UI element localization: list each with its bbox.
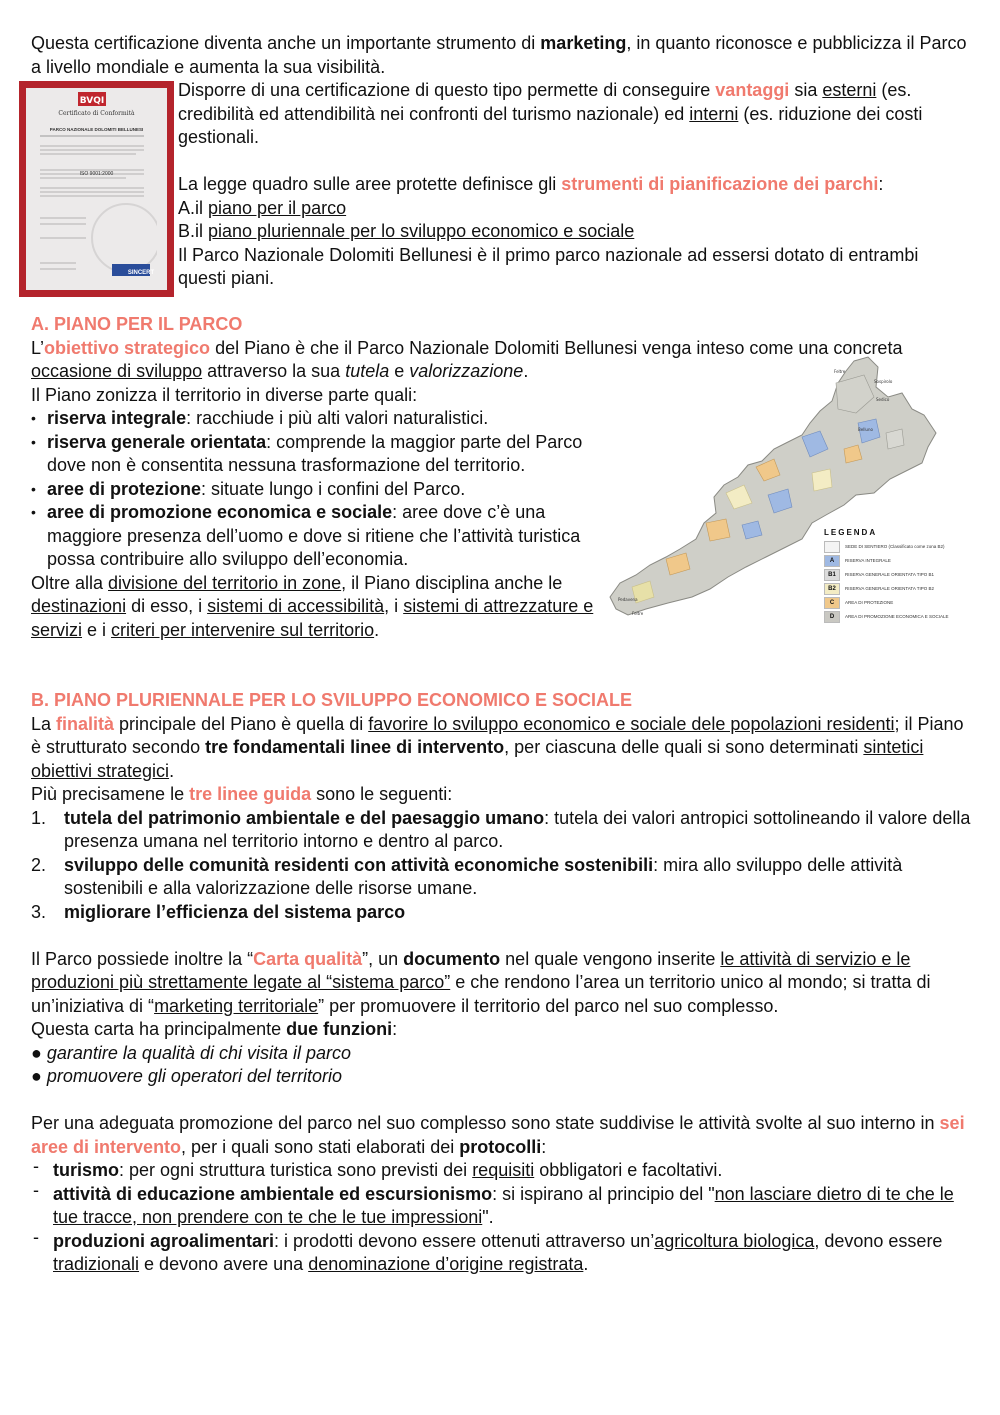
list-item	[31, 1179, 971, 1230]
list-item	[31, 1156, 971, 1183]
legend-row	[824, 569, 964, 581]
text: .	[583, 1254, 589, 1274]
svg-text:Sospirolo: Sospirolo	[874, 379, 893, 384]
svg-text:Feltre: Feltre	[632, 611, 644, 616]
list-item	[31, 901, 971, 925]
certificate-sheet	[26, 88, 167, 290]
underlined-term: non lasciare dietro di te che le tue tracce, non prendere con te che le tue impressioni	[53, 1183, 954, 1227]
zones-text	[31, 384, 601, 643]
text: Oltre alla	[31, 572, 109, 593]
functions-intro	[31, 1018, 971, 1042]
legend-swatch: B1	[824, 569, 840, 581]
bullet-dot: ●	[31, 1066, 47, 1086]
highlight: obiettivo strategico	[44, 337, 211, 358]
list-number: 2.	[31, 854, 47, 875]
svg-text:Belluno: Belluno	[858, 427, 873, 432]
svg-text:Feltre: Feltre	[834, 369, 846, 374]
text: B.il	[178, 221, 209, 241]
text: ; il Piano è strutturato secondo	[31, 713, 964, 757]
legend-label: AREA DI PROMOZIONE ECONOMICA E SOCIALE	[845, 614, 949, 619]
first-park-paragraph: Il Parco Nazionale Dolomiti Bellunesi è il primo parco nazionale ad essersi dotato di entrambi questi piani.	[178, 244, 919, 288]
section-a	[31, 313, 971, 642]
legend-label: RISERVA GENERALE ORIENTATA TIPO B2	[845, 586, 935, 591]
guideline-term: migliorare l’efficienza del sistema parco	[64, 901, 406, 922]
text: : i prodotti devono essere ottenuti attraverso un’	[274, 1230, 655, 1251]
text: .	[374, 619, 380, 640]
park-zoning-map	[606, 353, 966, 638]
text: , per ciascuna delle quali si sono determinati	[504, 737, 864, 757]
zone-desc: : comprende la maggior parte del Parco dove non è consentita nessuna trasformazione del territorio.	[47, 431, 583, 475]
guideline-term: tutela del patrimonio ambientale e del paesaggio umano	[64, 807, 545, 828]
spacer	[178, 150, 971, 174]
text: A.il	[178, 197, 209, 218]
zone-term: aree di protezione	[47, 478, 202, 499]
zone-desc: : aree dove c’è una maggiore presenza dell’uomo e dove si ritiene che l’attività turistica possa contribuire allo sviluppo dell’economia.	[47, 502, 581, 569]
zones-intro: Il Piano zonizza il territorio in diverse parte quali:	[31, 384, 418, 405]
highlight: finalità	[56, 713, 115, 734]
highlight: vantaggi	[715, 80, 790, 100]
dash-marker: -	[33, 1179, 39, 1200]
underlined-term: sistemi di accessibilità	[207, 596, 385, 616]
legend-swatch: C	[824, 597, 840, 609]
text: principale del Piano è quella di	[114, 713, 369, 734]
text: attraverso la sua	[202, 361, 346, 381]
zone-term: aree di promozione economica e sociale	[47, 502, 393, 522]
guideline-desc: : mira allo sviluppo delle attività sostenibili e alla valorizzazione delle risorse umane.	[64, 854, 903, 898]
underlined-term: favorire lo sviluppo economico e sociale dele popolazioni residenti	[368, 713, 895, 734]
legend-row	[824, 541, 964, 553]
dash-marker: -	[33, 1156, 39, 1176]
text: :	[541, 1136, 547, 1157]
legend-swatch: A	[824, 555, 840, 567]
guideline-desc: : tutela dei valori antropici sottolineando il valore della presenza umana nel territorio intorno e dentro al parco.	[64, 807, 971, 851]
text: ”, un	[362, 948, 404, 969]
zone-desc: : situate lungo i confini del Parco.	[201, 478, 466, 499]
keyword: marketing	[540, 33, 627, 53]
list-item	[31, 1226, 971, 1277]
area-term: turismo	[53, 1160, 120, 1180]
text: , in quanto riconosce e pubblicizza il Parco a livello mondiale e aumenta la sua visibilità.	[31, 33, 967, 77]
underlined-term: marketing territoriale	[154, 995, 319, 1016]
text: (es. riduzione dei costi gestionali.	[178, 103, 923, 147]
guidelines-list	[31, 807, 971, 925]
text: .	[169, 760, 175, 781]
legend-row	[824, 555, 964, 567]
function-item	[31, 1065, 971, 1089]
text: , devono essere	[814, 1230, 943, 1251]
map-legend	[824, 528, 964, 625]
text: L’	[31, 337, 45, 358]
underlined-term: piano per il parco	[208, 197, 347, 218]
text: Questa carta ha principalmente	[31, 1019, 287, 1039]
text: , i	[384, 596, 404, 616]
text: e	[389, 361, 410, 381]
section-b	[31, 689, 971, 1277]
text: .	[523, 361, 529, 381]
svg-text:Pedavena: Pedavena	[618, 597, 638, 602]
zone-desc: : racchiude i più alti valori naturalistici.	[186, 408, 489, 428]
italic-term: valorizzazione	[409, 361, 524, 381]
text: obbligatori e facoltativi.	[534, 1160, 723, 1180]
underlined-term: esterni	[822, 80, 877, 100]
legend-swatch: D	[824, 611, 840, 623]
legend-label: AREA DI PROTEZIONE	[845, 600, 894, 605]
text: La legge quadro sulle aree protette definisce gli	[178, 174, 562, 194]
legend-label: SEDE DI SENTIERO (Classificato come zona B2)	[845, 544, 945, 549]
list-number: 1.	[31, 807, 47, 828]
law-paragraph	[178, 173, 971, 197]
list-item	[31, 407, 601, 431]
list-item	[31, 854, 971, 901]
intervention-areas-paragraph	[31, 1112, 971, 1159]
underlined-term: interni	[689, 103, 739, 124]
text: La	[31, 713, 57, 734]
text: Disporre di una certificazione di questo tipo permette di conseguire	[178, 80, 716, 100]
discipline-paragraph	[31, 572, 601, 643]
highlight: sei aree di intervento	[31, 1113, 965, 1157]
list-number: 3.	[31, 901, 47, 922]
legend-row	[824, 597, 964, 609]
legend-items	[824, 541, 964, 623]
text: nel quale vengono inserite	[500, 948, 721, 969]
purpose-paragraph	[31, 713, 971, 784]
legend-label: RISERVA INTEGRALE	[845, 558, 891, 563]
keyword: tre fondamentali linee di intervento	[205, 737, 505, 757]
plan-a-line	[178, 197, 971, 221]
text: del Piano è che il Parco Nazionale Dolomiti Bellunesi venga inteso come una concreta	[210, 337, 903, 358]
svg-text:BVQI: BVQI	[79, 96, 105, 106]
text: sono le seguenti:	[311, 784, 453, 804]
underlined-term: tradizionali	[53, 1254, 140, 1274]
certification-text	[178, 79, 971, 291]
italic-term: tutela	[345, 361, 390, 381]
text: e che rendono l’area un territorio unico al mondo; si tratta di un’iniziativa di “	[31, 972, 931, 1016]
guidelines-intro	[31, 783, 971, 807]
text: Più precisamene le	[31, 784, 190, 804]
legend-swatch: B2	[824, 583, 840, 595]
underlined-term: piano pluriennale per lo sviluppo economico e sociale	[208, 221, 635, 241]
text: e devono avere una	[139, 1254, 309, 1274]
underlined-term: sintetici obiettivi strategici	[31, 737, 924, 781]
svg-text:Sedico: Sedico	[876, 397, 890, 402]
quality-card-paragraph	[31, 948, 971, 1019]
advantages-paragraph	[178, 79, 971, 150]
function-item	[31, 1042, 971, 1066]
legend-row	[824, 611, 964, 623]
certificate-image	[19, 81, 174, 297]
certificate-title: Certificato di Conformità	[58, 110, 135, 117]
text: , per i quali sono stati elaborati dei	[181, 1136, 460, 1157]
section-a-heading: A. PIANO PER IL PARCO	[31, 314, 243, 334]
legend-label: RISERVA GENERALE ORIENTATA TIPO B1	[845, 572, 935, 577]
text: : per ogni struttura turistica sono previsti dei	[119, 1160, 473, 1180]
underlined-term: occasione di sviluppo	[31, 361, 203, 381]
certificate-drawing	[26, 88, 157, 290]
list-item	[31, 501, 601, 572]
guideline-term: sviluppo delle comunità residenti con attività economiche sostenibili	[64, 854, 654, 875]
text: e i	[82, 619, 112, 640]
underlined-term: requisiti	[472, 1160, 535, 1180]
underlined-term: criteri per intervenire sul territorio	[111, 619, 375, 640]
bullet-dot: ●	[31, 1042, 47, 1063]
underlined-term: agricoltura biologica	[654, 1230, 815, 1251]
keyword: due funzioni	[286, 1019, 393, 1039]
spacer	[31, 924, 971, 948]
certificate-org: PARCO NAZIONALE DOLOMITI BELLUNESI	[49, 127, 144, 132]
text: di esso, i	[126, 596, 208, 616]
certificate-iso: ISO 9001:2000	[79, 171, 114, 177]
list-item	[31, 431, 601, 478]
list-item	[31, 478, 601, 502]
text: sia	[789, 80, 823, 100]
text: :	[878, 174, 884, 194]
zone-term: riserva integrale	[47, 408, 187, 428]
function-text: promuovere gli operatori del territorio	[46, 1066, 343, 1086]
text: ".	[482, 1207, 494, 1227]
underlined-term: destinazioni	[31, 596, 127, 616]
underlined-term: sistemi di attrezzature e servizi	[31, 596, 594, 640]
legend-title: LEGENDA	[824, 528, 878, 537]
text: Questa certificazione diventa anche un importante strumento di	[31, 33, 541, 53]
area-term: attività di educazione ambientale ed escursionismo	[53, 1183, 493, 1204]
zones-list	[31, 407, 601, 572]
text: Il Parco possiede inoltre la “	[31, 948, 254, 969]
highlight: strumenti di pianificazione dei parchi	[561, 174, 879, 194]
underlined-term: denominazione d’origine registrata	[308, 1254, 584, 1274]
spacer	[31, 1089, 971, 1113]
function-text: garantire la qualità di chi visita il parco	[46, 1042, 352, 1063]
legend-swatch	[824, 541, 840, 553]
list-item	[31, 807, 971, 854]
text: ” per promuovere il territorio del parco nel suo complesso.	[318, 995, 779, 1016]
dash-marker: -	[33, 1226, 39, 1247]
text: :	[392, 1019, 398, 1039]
underlined-term: le attività di servizio e le produzioni più strettamente legate al “sistema parco”	[31, 948, 911, 992]
certification-block	[31, 79, 971, 313]
document-page	[31, 32, 971, 1277]
keyword: documento	[403, 948, 501, 969]
intervention-areas-list	[31, 1156, 971, 1277]
highlight: Carta qualità	[253, 948, 363, 969]
zone-term: riserva generale orientata	[47, 431, 267, 452]
highlight: tre linee guida	[189, 784, 312, 804]
area-term: produzioni agroalimentari	[53, 1230, 275, 1251]
spacer	[31, 642, 971, 689]
text: : si ispirano al principio del "	[492, 1183, 715, 1204]
text: (es. credibilità ed attendibilità nei confronti del turismo nazionale) ed	[178, 80, 912, 124]
intro-paragraph	[31, 32, 971, 79]
legend-row	[824, 583, 964, 595]
section-b-heading: B. PIANO PLURIENNALE PER LO SVILUPPO ECONOMICO E SOCIALE	[31, 690, 633, 710]
keyword: protocolli	[459, 1136, 542, 1157]
text: Per una adeguata promozione del parco nel suo complesso sono state suddivise le attività svolte al suo interno in	[31, 1113, 940, 1133]
sincert-logo: SINCERT	[127, 270, 155, 276]
text: , il Piano disciplina anche le	[341, 572, 563, 593]
underlined-term: divisione del territorio in zone	[108, 572, 342, 593]
plan-b-line	[178, 220, 971, 244]
